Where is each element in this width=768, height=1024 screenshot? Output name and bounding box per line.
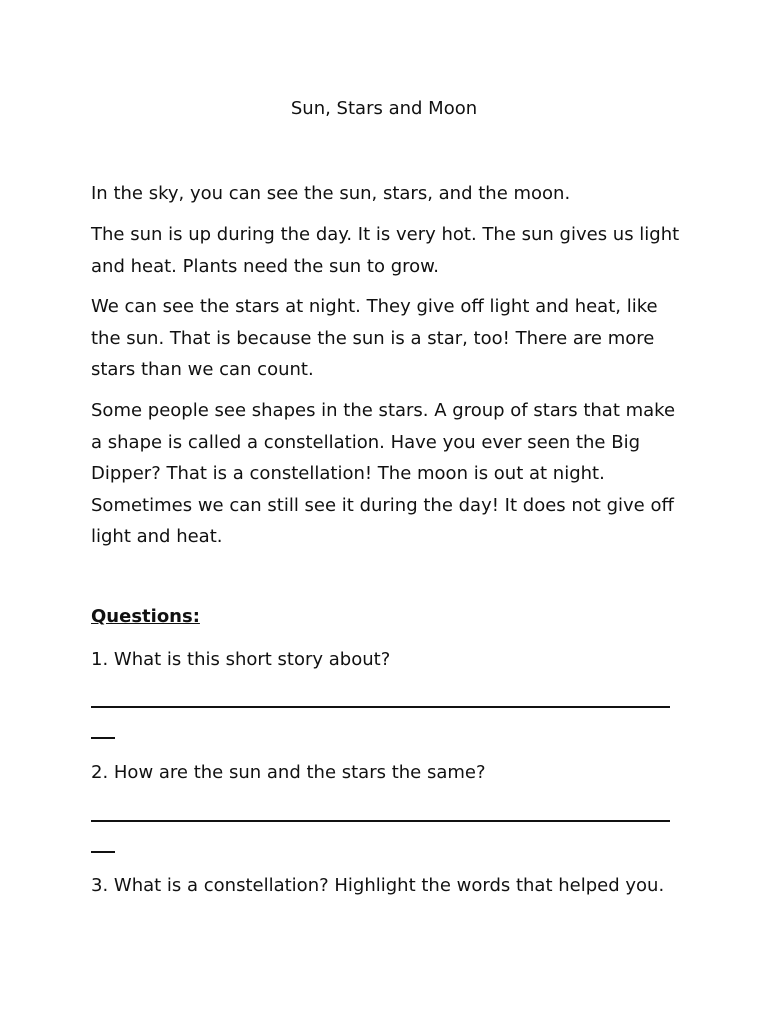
questions-heading: Questions:	[91, 606, 200, 627]
paragraph-3: We can see the stars at night. They give off light and heat, like the sun. That is because the sun is a star, too! There are more stars than we can count.	[91, 296, 658, 380]
answer-line-1-continuation	[91, 737, 115, 739]
question-3: 3. What is a constellation? Highlight the words that helped you.	[91, 875, 665, 896]
paragraph-4: Some people see shapes in the stars. A group of stars that make a shape is called a constellation. Have you ever seen the Big Dipper? That is a constellation! The moon is out at night. Sometimes we can still see it during the day! It does not give off light and heat.	[91, 400, 676, 547]
paragraph-2: The sun is up during the day. It is very hot. The sun gives us light and heat. Plants need the sun to grow.	[91, 224, 680, 277]
paragraph-1: In the sky, you can see the sun, stars, and the moon.	[91, 183, 571, 204]
answer-line-2	[91, 820, 670, 822]
question-1: 1. What is this short story about?	[91, 649, 391, 670]
answer-line-2-continuation	[91, 851, 115, 853]
page-title: Sun, Stars and Moon	[290, 98, 478, 119]
question-2: 2. How are the sun and the stars the same?	[91, 762, 486, 783]
answer-line-1	[91, 706, 670, 708]
